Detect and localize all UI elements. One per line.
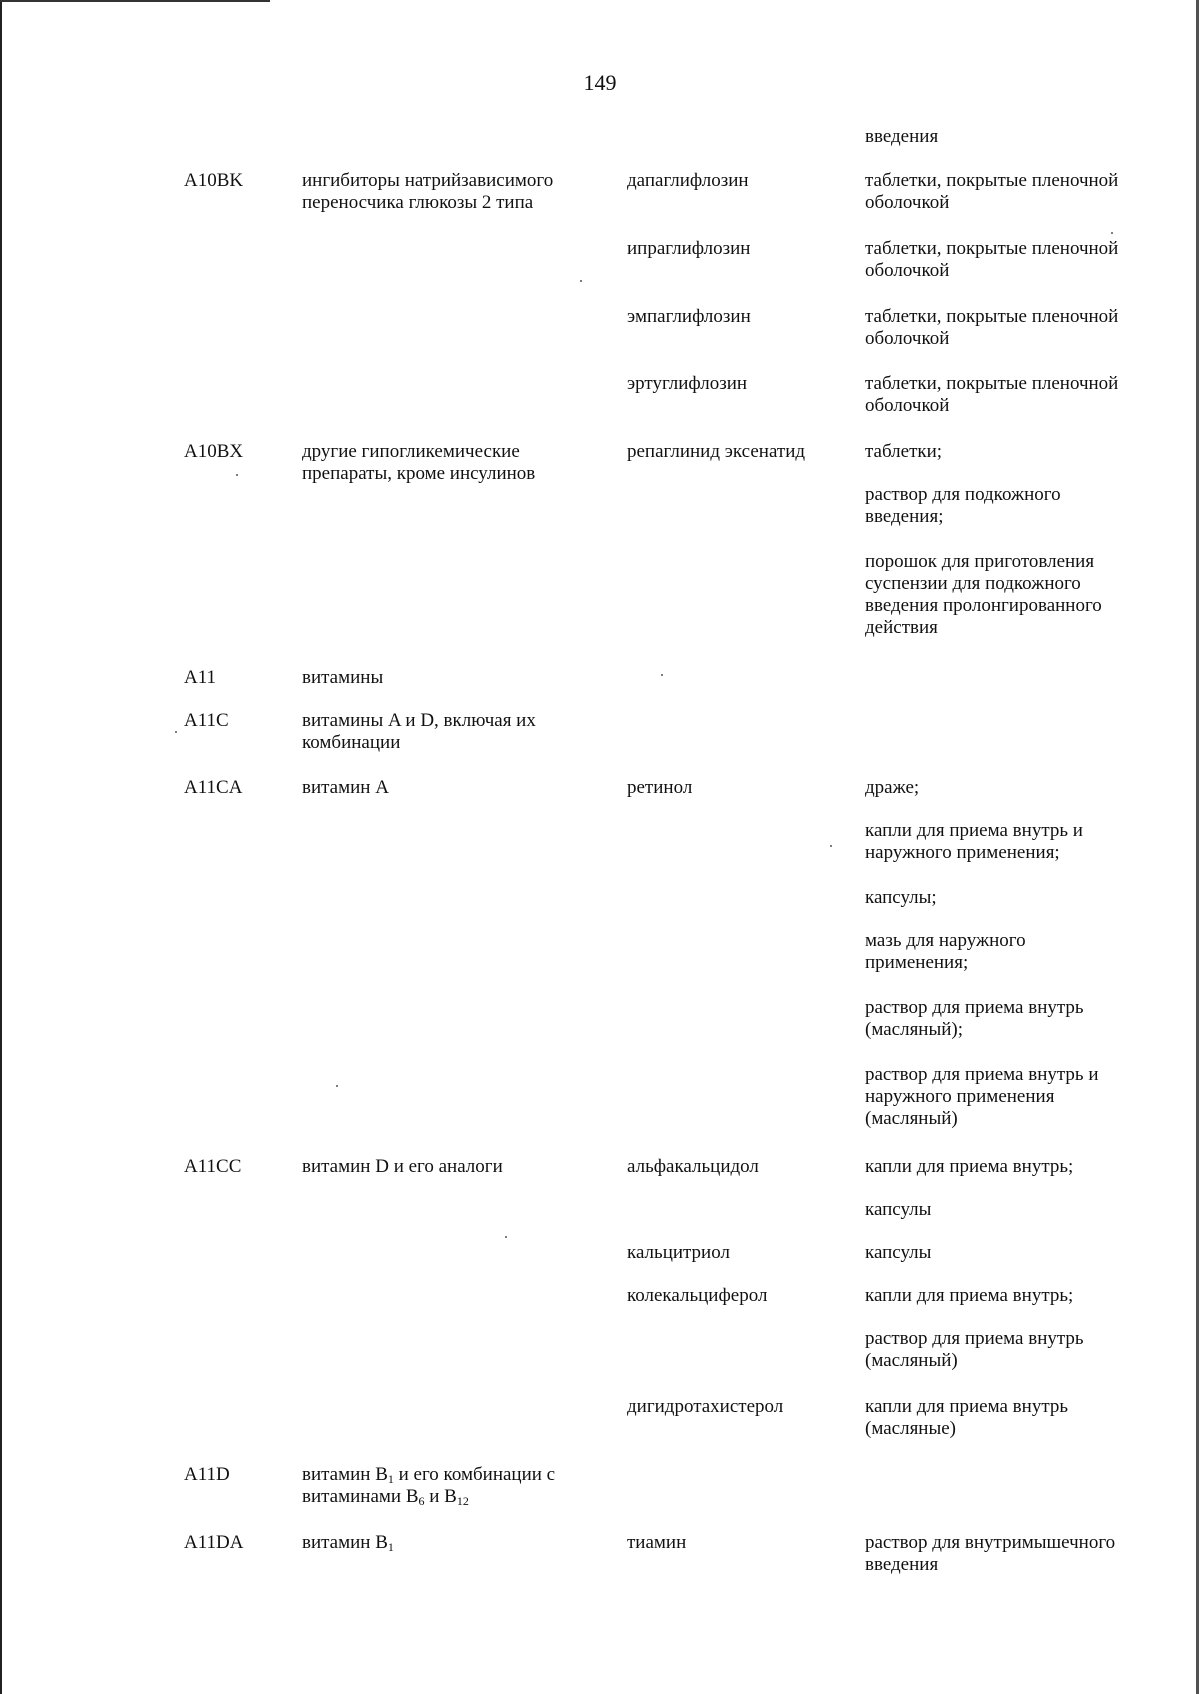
atc-code: A11D bbox=[184, 1464, 230, 1485]
dosage-form: раствор для приема внутрь (масляный) bbox=[865, 1328, 1084, 1371]
group-text: и его комбинации с витаминами B bbox=[302, 1464, 556, 1507]
group-name: витамин A bbox=[302, 777, 389, 798]
dosage-form: таблетки, покрытые пленочной оболочкой bbox=[865, 373, 1119, 416]
group-name: витамины A и D, включая их комбинации bbox=[302, 710, 536, 753]
dosage-form: капли для приема внутрь; bbox=[865, 1285, 1074, 1306]
subscript: 6 bbox=[418, 1494, 425, 1508]
dosage-form: капли для приема внутрь (масляные) bbox=[865, 1396, 1069, 1439]
dosage-form: раствор для приема внутрь и наружного применения (масляный) bbox=[865, 1064, 1099, 1129]
scan-speck bbox=[580, 280, 582, 282]
drug-name: колекальциферол bbox=[627, 1285, 768, 1306]
scan-speck bbox=[830, 845, 832, 847]
group-name bbox=[302, 1464, 612, 1508]
drug-name: ретинол bbox=[627, 777, 693, 798]
group-name: витамины bbox=[302, 667, 384, 688]
scan-right-edge bbox=[1196, 0, 1199, 1694]
atc-code: A11 bbox=[184, 667, 217, 688]
dosage-form: введения bbox=[865, 126, 939, 147]
subscript: 12 bbox=[456, 1494, 469, 1508]
atc-code: A10BX bbox=[184, 441, 244, 462]
dosage-form: капли для приема внутрь; bbox=[865, 1156, 1074, 1177]
subscript: 1 bbox=[387, 1472, 394, 1486]
atc-code: A11DA bbox=[184, 1532, 244, 1553]
scan-speck bbox=[505, 1236, 507, 1238]
page-number: 149 bbox=[583, 70, 617, 95]
dosage-form: таблетки, покрытые пленочной оболочкой bbox=[865, 170, 1119, 213]
atc-code: A10BK bbox=[184, 170, 244, 191]
dosage-form: драже; bbox=[865, 777, 920, 798]
scan-left-edge bbox=[0, 0, 2, 1694]
drug-name: кальцитриол bbox=[627, 1242, 730, 1263]
dosage-form: капсулы bbox=[865, 1199, 932, 1220]
group-name: витамин D и его аналоги bbox=[302, 1156, 503, 1177]
drug-name: альфакальцидол bbox=[627, 1156, 759, 1177]
dosage-form: раствор для внутримышечного введения bbox=[865, 1532, 1116, 1575]
scan-speck bbox=[661, 674, 663, 676]
scan-speck bbox=[1111, 232, 1113, 234]
drug-name: эмпаглифлозин bbox=[627, 306, 751, 327]
drug-name: эртуглифлозин bbox=[627, 373, 748, 394]
group-text: и B bbox=[424, 1486, 457, 1507]
scan-top-mark bbox=[0, 0, 270, 2]
drug-name: дапаглифлозин bbox=[627, 170, 749, 191]
atc-code: A11CA bbox=[184, 777, 243, 798]
dosage-form: мазь для наружного применения; bbox=[865, 930, 1026, 973]
group-name bbox=[302, 1532, 612, 1554]
dosage-form: капсулы bbox=[865, 1242, 932, 1263]
drug-name: тиамин bbox=[627, 1532, 687, 1553]
scan-speck bbox=[236, 474, 238, 476]
dosage-form: таблетки; bbox=[865, 441, 943, 462]
dosage-form: таблетки, покрытые пленочной оболочкой bbox=[865, 306, 1119, 349]
dosage-form: таблетки, покрытые пленочной оболочкой bbox=[865, 238, 1119, 281]
atc-code: A11C bbox=[184, 710, 229, 731]
dosage-form: порошок для приготовления суспензии для подкожного введения пролонгированного действия bbox=[865, 551, 1102, 638]
group-text: витамин B bbox=[302, 1464, 388, 1485]
scan-speck bbox=[175, 731, 177, 733]
group-text: витамин B bbox=[302, 1532, 388, 1553]
drug-name: репаглинид эксенатид bbox=[627, 441, 806, 462]
atc-code: A11CC bbox=[184, 1156, 242, 1177]
group-name: другие гипогликемические препараты, кроме инсулинов bbox=[302, 441, 536, 484]
dosage-form: раствор для подкожного введения; bbox=[865, 484, 1061, 527]
group-name: ингибиторы натрийзависимого переносчика глюкозы 2 типа bbox=[302, 170, 554, 213]
subscript: 1 bbox=[387, 1540, 394, 1554]
scan-speck bbox=[336, 1085, 338, 1087]
dosage-form: капли для приема внутрь и наружного применения; bbox=[865, 820, 1083, 863]
dosage-form: раствор для приема внутрь (масляный); bbox=[865, 997, 1084, 1040]
drug-name: ипраглифлозин bbox=[627, 238, 751, 259]
dosage-form: капсулы; bbox=[865, 887, 937, 908]
drug-name: дигидротахистерол bbox=[627, 1396, 784, 1417]
